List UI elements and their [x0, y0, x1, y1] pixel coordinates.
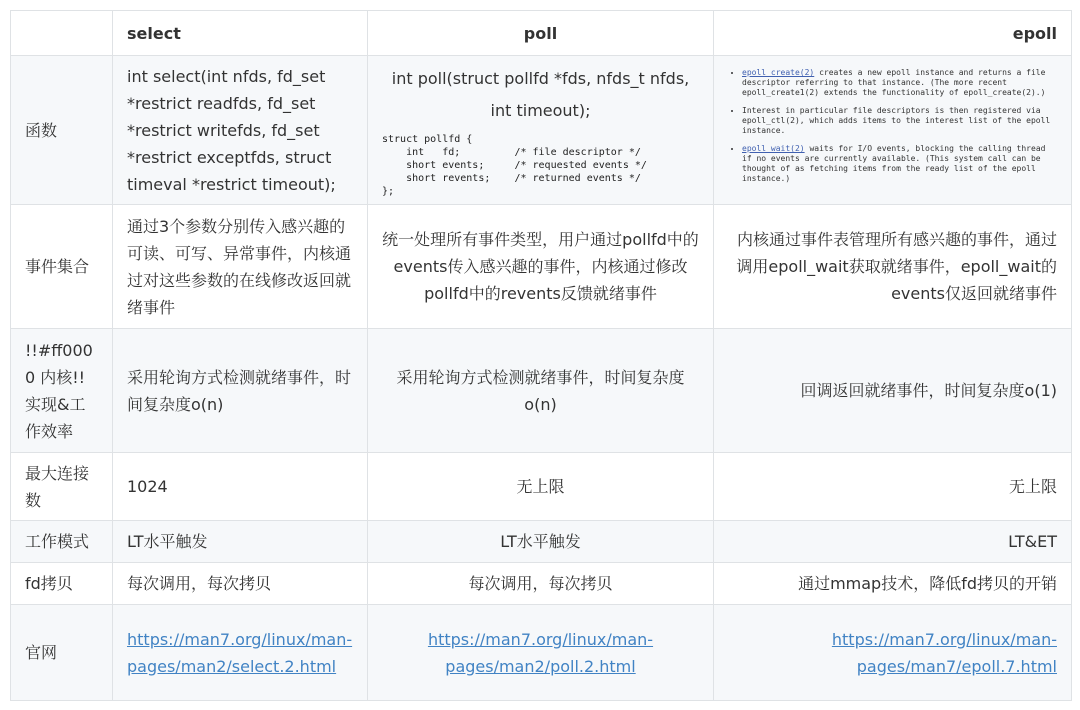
select-fd-copy: 每次调用，每次拷贝	[113, 563, 368, 605]
epoll-fd-copy: 通过mmap技术，降低fd拷贝的开销	[714, 563, 1072, 605]
select-max-connections: 1024	[113, 453, 368, 521]
select-events: 通过3个参数分别传入感兴趣的可读、可写、异常事件，内核通过对这些参数的在线修改返回就绪事件	[113, 205, 368, 329]
epoll-manpage-image	[728, 68, 1057, 184]
poll-signature-cell	[368, 56, 714, 205]
poll-implementation: 采用轮询方式检测就绪事件，时间复杂度o(n)	[368, 329, 714, 453]
select-link-cell	[113, 605, 368, 701]
row-events	[11, 205, 1072, 329]
poll-signature: int poll(struct pollfd *fds, nfds_t nfds, int timeout);	[391, 68, 690, 120]
row-work-mode	[11, 521, 1072, 563]
epoll-item-2: • Interest in particular file descriptors is then registered via epoll_ctl(2), which adds items to the interest list of the epoll instance.	[742, 106, 1057, 136]
epoll-item-1: • epoll_create(2) creates a new epoll instance and returns a file descriptor referring to that instance. (The more recent epoll_create1(2) extends the functionality of epoll_create(2).)	[742, 68, 1057, 98]
row-official-site	[11, 605, 1072, 701]
select-implementation: 采用轮询方式检测就绪事件，时间复杂度o(n)	[113, 329, 368, 453]
row-label-work-mode: 工作模式	[11, 521, 113, 563]
poll-link-cell	[368, 605, 714, 701]
row-label-events: 事件集合	[11, 205, 113, 329]
select-signature: int select(int nfds, fd_set *restrict readfds, fd_set *restrict writefds, fd_set *restrict exceptfds, struct timeval *restrict timeout);	[113, 56, 368, 205]
select-work-mode: LT水平触发	[113, 521, 368, 563]
epoll-work-mode: LT&ET	[714, 521, 1072, 563]
header-epoll: epoll	[714, 11, 1072, 56]
row-label-implementation: !!#ff0000 内核!!实现&工作效率	[11, 329, 113, 453]
poll-events: 统一处理所有事件类型，用户通过pollfd中的events传入感兴趣的事件，内核通过修改pollfd中的revents反馈就绪事件	[368, 205, 714, 329]
epoll-max-connections: 无上限	[714, 453, 1072, 521]
row-label-function: 函数	[11, 56, 113, 205]
epoll-events: 内核通过事件表管理所有感兴趣的事件，通过调用epoll_wait获取就绪事件，epoll_wait的events仅返回就绪事件	[714, 205, 1072, 329]
header-select: select	[113, 11, 368, 56]
poll-max-connections: 无上限	[368, 453, 714, 521]
header-row	[11, 11, 1072, 56]
row-max-connections	[11, 453, 1072, 521]
poll-fd-copy: 每次调用，每次拷贝	[368, 563, 714, 605]
pollfd-struct-code: struct pollfd { int fd; /* file descriptor */ short events; /* requested events */ short revents; /* returned events */ };	[382, 133, 647, 197]
row-function	[11, 56, 1072, 205]
poll-work-mode: LT水平触发	[368, 521, 714, 563]
row-fd-copy	[11, 563, 1072, 605]
epoll-manpage-link[interactable]: https://man7.org/linux/man-pages/man7/epoll.7.html	[831, 629, 1057, 676]
header-poll: poll	[368, 11, 714, 56]
epoll-implementation: 回调返回就绪事件，时间复杂度o(1)	[714, 329, 1072, 453]
comparison-table	[10, 10, 1072, 701]
header-corner	[11, 11, 113, 56]
row-label-max-connections: 最大连接数	[11, 453, 113, 521]
epoll-item-3: • epoll_wait(2) waits for I/O events, blocking the calling thread if no events are currently available. (This system call can be thought of as fetching items from the ready list of the epoll instance.)	[742, 144, 1057, 184]
poll-manpage-link[interactable]: https://man7.org/linux/man-pages/man2/poll.2.html	[427, 629, 654, 676]
epoll-link-cell	[714, 605, 1072, 701]
row-implementation	[11, 329, 1072, 453]
row-label-fd-copy: fd拷贝	[11, 563, 113, 605]
select-manpage-link[interactable]: https://man7.org/linux/man-pages/man2/select.2.html	[127, 629, 353, 676]
epoll-manpage-excerpt	[714, 56, 1072, 205]
row-label-official-site: 官网	[11, 605, 113, 701]
